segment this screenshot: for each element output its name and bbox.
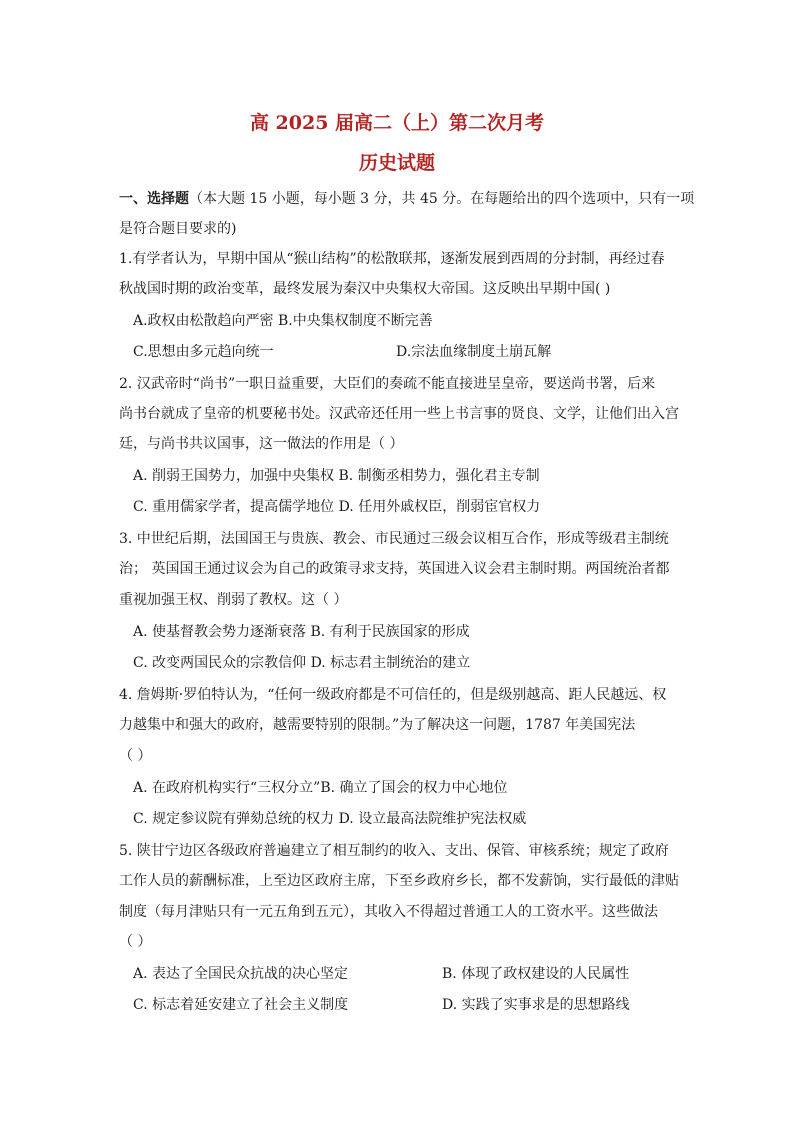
q5-stem-line: 工作人员的薪酬标准，上至边区政府主席，下至乡政府乡长，都不发薪饷，实行最低的津贴: [119, 873, 679, 889]
q4-stem-line: 力越集中和强大的政府，越需要特别的限制。”为了解决这一问题，1787 年美国宪法: [119, 717, 636, 733]
exam-subtitle: 历史试题: [358, 152, 435, 174]
q5-option-c: C. 标志着延安建立了社会主义制度: [133, 997, 349, 1013]
section-instructions: （本大题 15 小题，每小题 3 分，共 45 分。在每题给出的四个选项中，只有一项: [189, 191, 695, 207]
q1-option-d: D.宗法血缘制度土崩瓦解: [396, 344, 552, 360]
q4-option-line: C. 规定参议院有弹劾总统的权力 D. 设立最高法院维护宪法权威: [133, 811, 527, 827]
exam-title: 高 2025 届高二（上）第二次月考: [249, 112, 545, 134]
q1-option-c: C.思想由多元趋向统一: [133, 344, 274, 360]
q5-stem-line: （ ）: [119, 934, 152, 950]
section-header: [119, 190, 694, 208]
q3-stem-line: 治； 英国国王通过议会为自己的政策寻求支持，英国进入议会君主制时期。两国统治者都: [119, 561, 670, 577]
section-instructions-cont: 是符合题目要求的): [119, 221, 237, 237]
q3-option-line: A. 使基督教会势力逐渐衰落 B. 有利于民族国家的形成: [133, 624, 470, 640]
q5-stem-line: 制度（每月津贴只有一元五角到五元），其收入不得超过普通工人的工资水平。这些做法: [119, 904, 658, 920]
q4-stem-line: 4. 詹姆斯·罗伯特认为，“任何一级政府都是不可信任的，但是级别越高、距人民越远、权: [119, 687, 667, 703]
section-heading: 一、选择题: [119, 191, 189, 207]
q1-stem-line: 1.有学者认为，早期中国从“猴山结构”的松散联邦，逐渐发展到西周的分封制，再经过春: [119, 251, 665, 267]
q4-option-line: A. 在政府机构实行“三权分立”B. 确立了国会的权力中心地位: [133, 780, 508, 796]
q2-stem-line: 2. 汉武帝时“尚书”一职日益重要，大臣们的奏疏不能直接进呈皇帝，要送尚书署，后来: [119, 376, 656, 392]
q5-stem-line: 5. 陕甘宁边区各级政府普遍建立了相互制约的收入、支出、保管、审核系统；规定了政府: [119, 843, 669, 859]
q2-option-line: C. 重用儒家学者，提高儒学地位 D. 任用外戚权臣，削弱宦官权力: [133, 499, 541, 515]
q1-stem-line: 秋战国时期的政治变革，最终发展为秦汉中央集权大帝国。这反映出早期中国( ): [119, 281, 611, 297]
q2-option-line: A. 削弱王国势力，加强中央集权 B. 制衡丞相势力，强化君主专制: [133, 468, 540, 484]
q5-option-b: B. 体现了政权建设的人民属性: [442, 966, 630, 982]
q5-option-a: A. 表达了全国民众抗战的决心坚定: [133, 966, 349, 982]
q2-stem-line: 尚书台就成了皇帝的机要秘书处。汉武帝还任用一些上书言事的贤良、文学，让他们出入宫: [119, 406, 679, 422]
q3-stem-line: 重视加强王权、削弱了教权。这（ ）: [119, 592, 348, 608]
q3-option-line: C. 改变两国民众的宗教信仰 D. 标志君主制统治的建立: [133, 655, 471, 671]
q2-stem-line: 廷，与尚书共议国事，这一做法的作用是（ ）: [119, 436, 404, 452]
q3-stem-line: 3. 中世纪后期，法国国王与贵族、教会、市民通过三级会议相互合作，形成等级君主制统: [119, 531, 669, 547]
q4-stem-line: （ ）: [119, 748, 152, 764]
q1-option-line: A.政权由松散趋向严密 B.中央集权制度不断完善: [133, 313, 433, 329]
q5-option-d: D. 实践了实事求是的思想路线: [442, 997, 630, 1013]
